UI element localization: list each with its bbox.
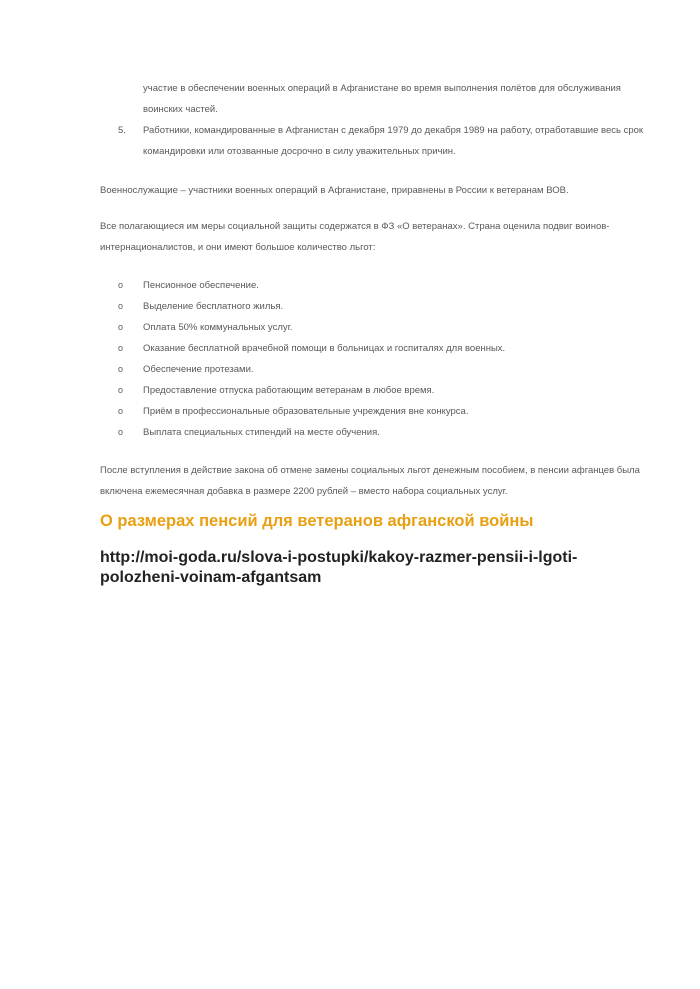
list-item-text: участие в обеспечении военных операций в Афганистане во время выполнения полётов для обслуживания воинских частей. — [143, 83, 621, 115]
bullet-icon: o — [118, 322, 124, 332]
list-item — [118, 422, 638, 443]
list-item — [118, 275, 638, 296]
benefit-label: Приём в профессиональные образовательные учреждения вне конкурса. — [143, 406, 469, 417]
bullet-icon: o — [118, 364, 124, 374]
benefit-label: Выделение бесплатного жилья. — [143, 301, 284, 312]
benefit-label: Выплата специальных стипендий на месте обучения. — [143, 427, 380, 438]
bullet-icon: o — [118, 280, 124, 290]
list-item — [118, 359, 638, 380]
paragraph-measures: Все полагающиеся им меры социальной защиты содержатся в ФЗ «О ветеранах». Страна оценила подвиг воинов-интернационалистов, и они имеют большое количество льгот: — [100, 221, 610, 253]
paragraph-after-law: После вступления в действие закона об отмене замены социальных льгот денежным пособием, в пенсии афганцев была включена ежемесячная добавка в размере 2200 рублей – вместо набора социальных услуг. — [100, 465, 640, 497]
section-heading: О размерах пенсий для ветеранов афганской войны — [100, 512, 534, 530]
bullet-icon: o — [118, 406, 124, 416]
benefit-label: Пенсионное обеспечение. — [143, 280, 259, 291]
list-item — [118, 296, 638, 317]
list-item — [118, 401, 638, 422]
benefit-label: Предоставление отпуска работающим ветеранам в любое время. — [143, 385, 435, 396]
list-item-continued — [143, 78, 643, 120]
benefits-list — [118, 275, 638, 443]
bullet-icon: o — [118, 343, 124, 353]
list-item — [118, 380, 638, 401]
list-item — [118, 338, 638, 359]
benefit-label: Оказание бесплатной врачебной помощи в больницах и госпиталях для военных. — [143, 343, 506, 354]
benefit-label: Оплата 50% коммунальных услуг. — [143, 322, 293, 333]
list-item-number: 5. — [118, 125, 126, 136]
list-item-text: Работники, командированные в Афганистан с декабря 1979 до декабря 1989 на работу, отработавшие весь срок командировки или отозванные досрочно в силу уважительных причин. — [143, 125, 644, 157]
bullet-icon: o — [118, 385, 124, 395]
list-item — [118, 317, 638, 338]
benefit-label: Обеспечение протезами. — [143, 364, 254, 375]
source-url[interactable]: http://moi-goda.ru/slova-i-postupki/kakoy-razmer-pensii-i-lgoti-polozheni-voinam-afgantsam — [100, 549, 578, 586]
list-item-5 — [118, 120, 648, 162]
bullet-icon: o — [118, 301, 124, 311]
bullet-icon: o — [118, 427, 124, 437]
paragraph-servicemen: Военнослужащие – участники военных операций в Афганистане, приравнены в России к ветеранам ВОВ. — [100, 185, 569, 196]
